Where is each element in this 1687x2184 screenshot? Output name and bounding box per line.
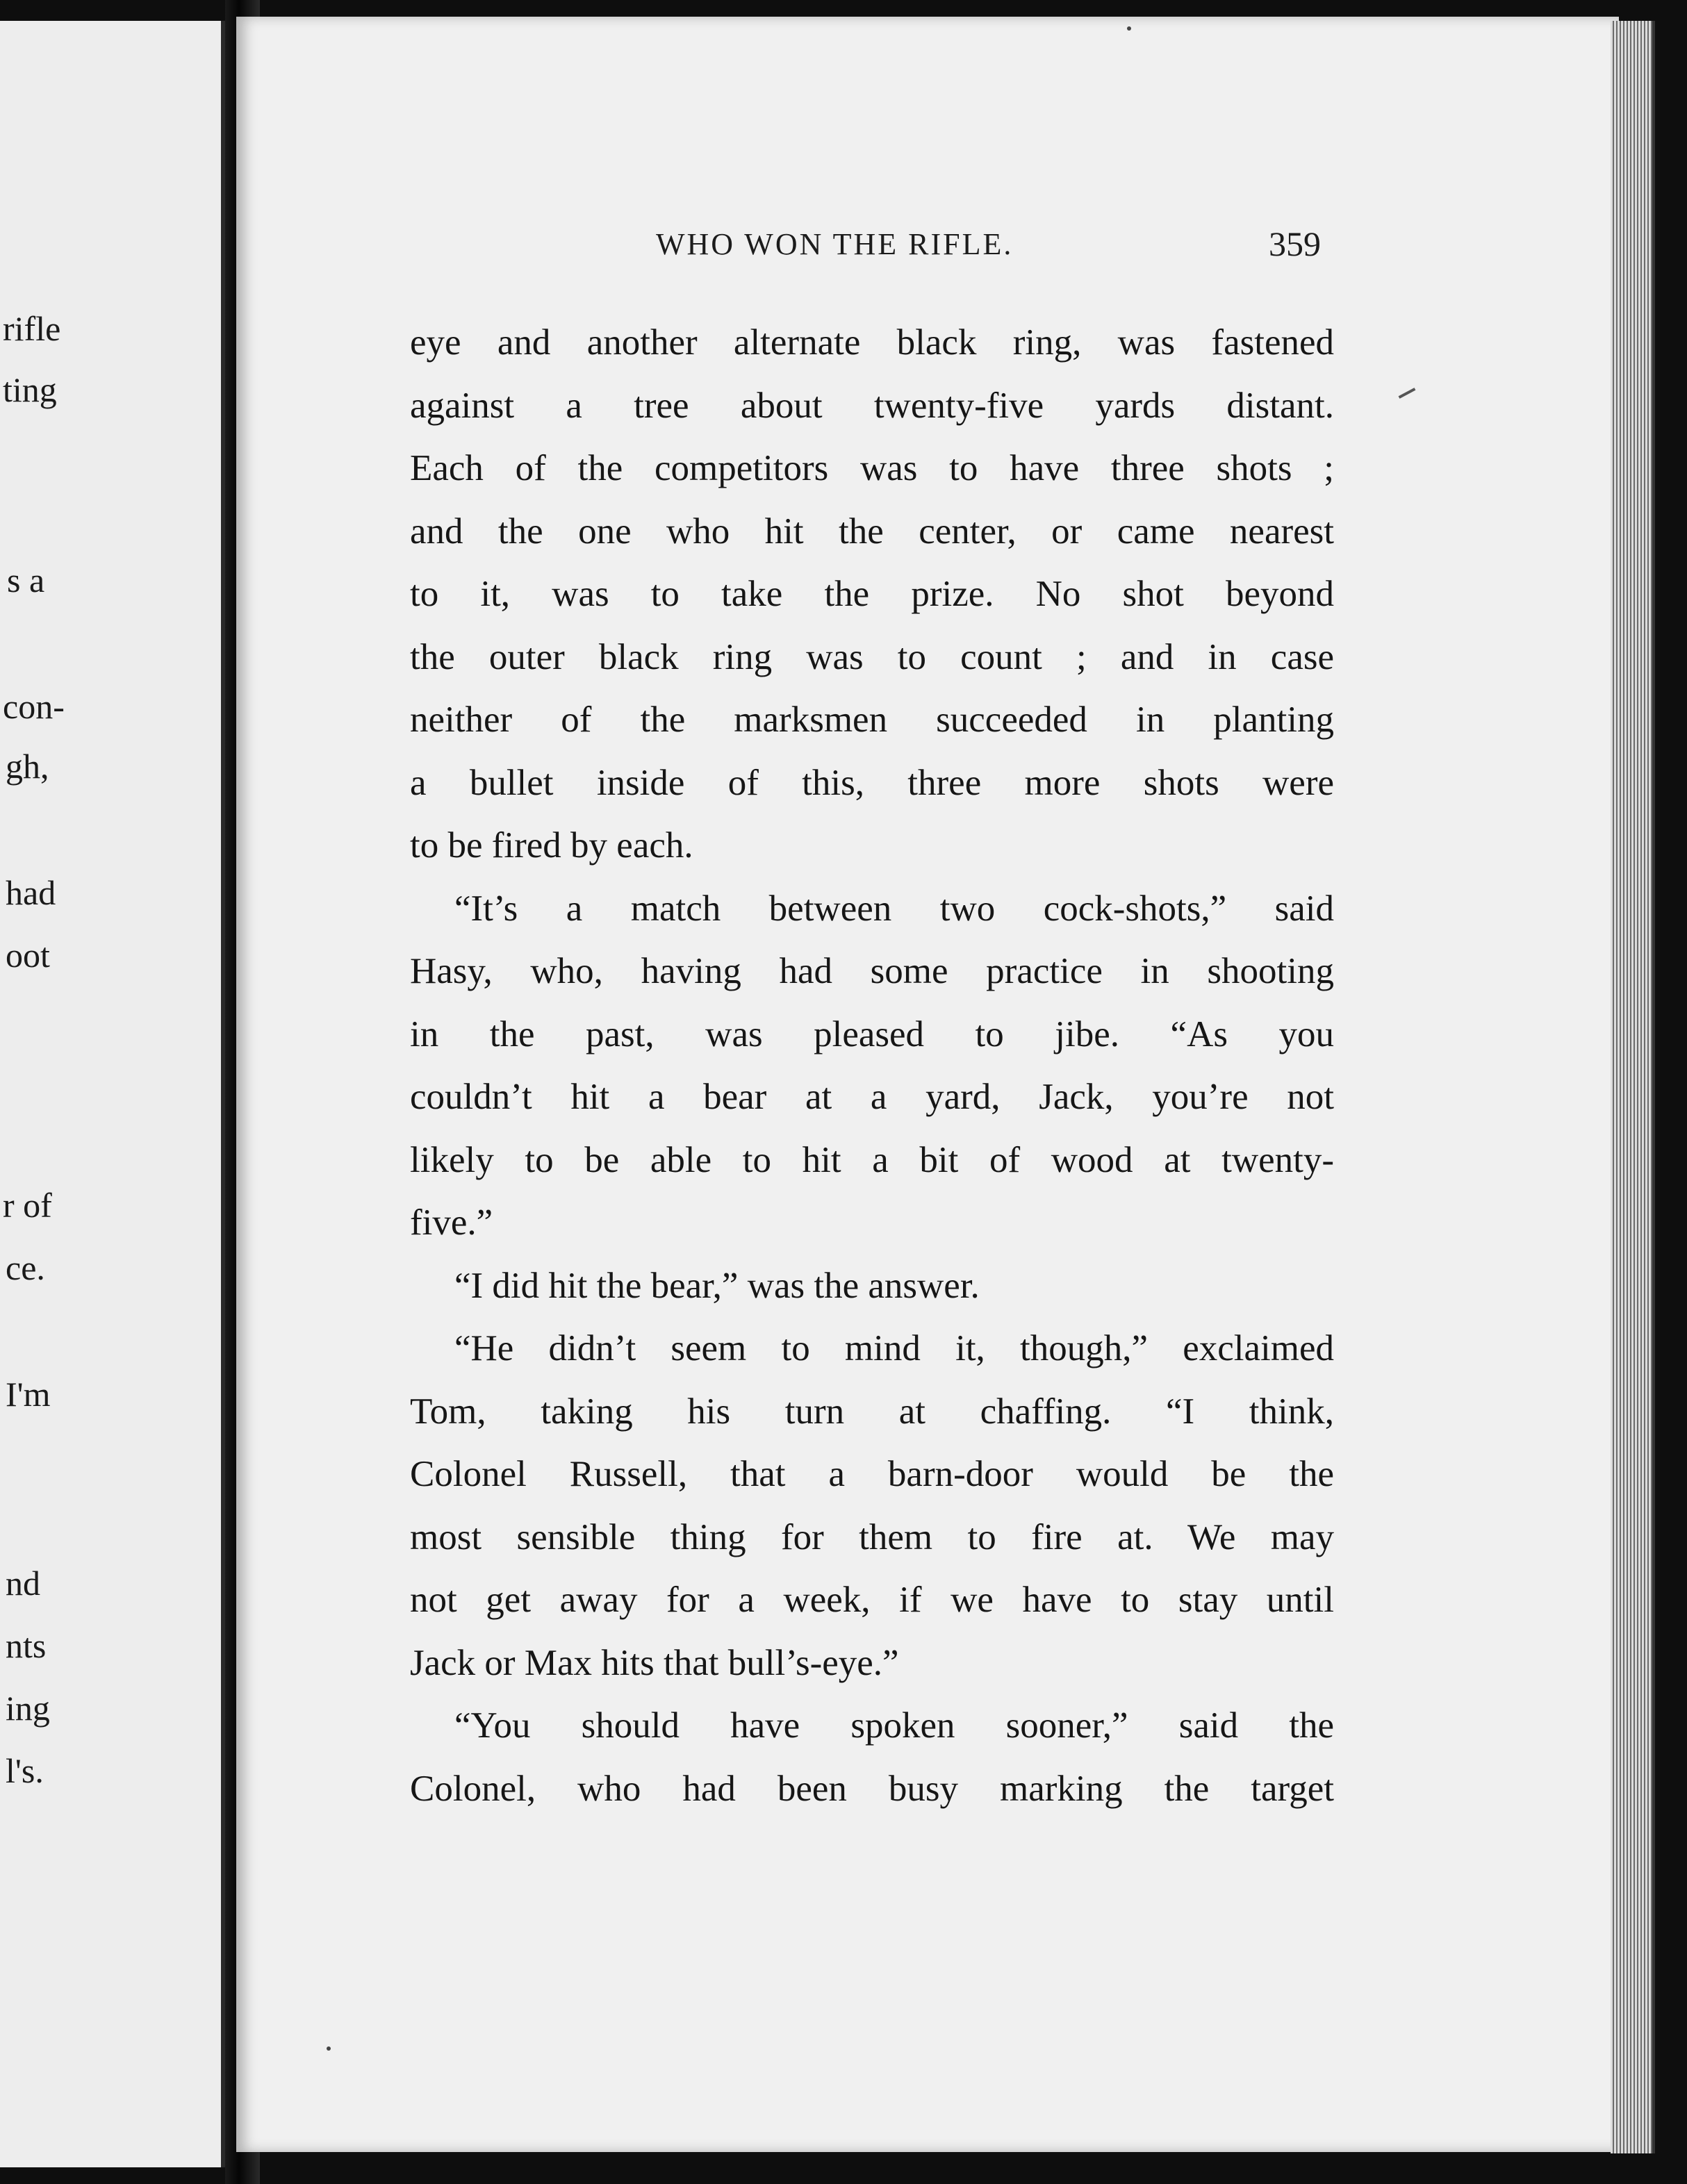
text-line: “I did hit the bear,” was the answer. [454, 1265, 980, 1306]
left-fragment: nd [6, 1564, 40, 1603]
text-line: and the one who hit the center, or came nearest [410, 511, 1334, 552]
left-fragment: I'm [6, 1375, 51, 1414]
text-line: Colonel, who had been busy marking the target [410, 1768, 1334, 1809]
page-edges [1611, 21, 1655, 2153]
text-line: against a tree about twenty-five yards distant. [410, 385, 1334, 426]
text-line: in the past, was pleased to jibe. “As you [410, 1014, 1334, 1054]
text-line: Jack or Max hits that bull’s-eye.” [410, 1642, 899, 1683]
text-line: “It’s a match between two cock-shots,” said [454, 888, 1334, 929]
text-line: a bullet inside of this, three more shots were [410, 762, 1334, 803]
text-line: Hasy, who, having had some practice in shooting [410, 951, 1334, 991]
text-line: Colonel Russell, that a barn-door would be the [410, 1454, 1334, 1494]
facing-page-left [0, 21, 225, 2167]
text-line: not get away for a week, if we have to stay until [410, 1580, 1334, 1620]
page-number: 359 [1269, 224, 1321, 263]
text-line: the outer black ring was to count ; and in case [410, 636, 1334, 677]
left-fragment: had [6, 873, 56, 912]
text-line: likely to be able to hit a bit of wood at twenty- [410, 1139, 1334, 1180]
text-line: eye and another alternate black ring, was fastened [410, 322, 1334, 363]
left-fragment: ting [3, 370, 57, 409]
dust-speck [327, 2046, 331, 2051]
text-line: “He didn’t seem to mind it, though,” exclaimed [454, 1328, 1334, 1368]
text-line: Each of the competitors was to have three shots ; [410, 448, 1334, 488]
text-line: “You should have spoken sooner,” said the [454, 1705, 1334, 1746]
running-title: WHO WON THE RIFLE. [656, 227, 1014, 261]
text-line: five.” [410, 1202, 493, 1243]
left-fragment: ing [6, 1689, 50, 1728]
left-fragment: nts [6, 1626, 47, 1665]
left-fragment: ce. [6, 1248, 45, 1287]
left-fragment: l's. [6, 1751, 44, 1790]
text-line: to be fired by each. [410, 825, 693, 866]
left-fragment: rifle [3, 309, 61, 348]
left-fragment: oot [6, 936, 50, 975]
dust-speck [1127, 26, 1131, 31]
text-line: neither of the marksmen succeeded in planting [410, 700, 1334, 740]
text-line: to it, was to take the prize. No shot beyond [410, 574, 1334, 614]
left-fragment: r of [3, 1186, 52, 1225]
left-fragment: gh, [6, 747, 49, 786]
left-fragment: con- [3, 687, 65, 726]
body-text [410, 311, 1334, 1820]
text-line: Tom, taking his turn at chaffing. “I think, [410, 1391, 1334, 1432]
left-fragment: s a [7, 561, 45, 599]
text-line: couldn’t hit a bear at a yard, Jack, you’re not [410, 1077, 1334, 1117]
text-line: most sensible thing for them to fire at. We may [410, 1516, 1334, 1557]
